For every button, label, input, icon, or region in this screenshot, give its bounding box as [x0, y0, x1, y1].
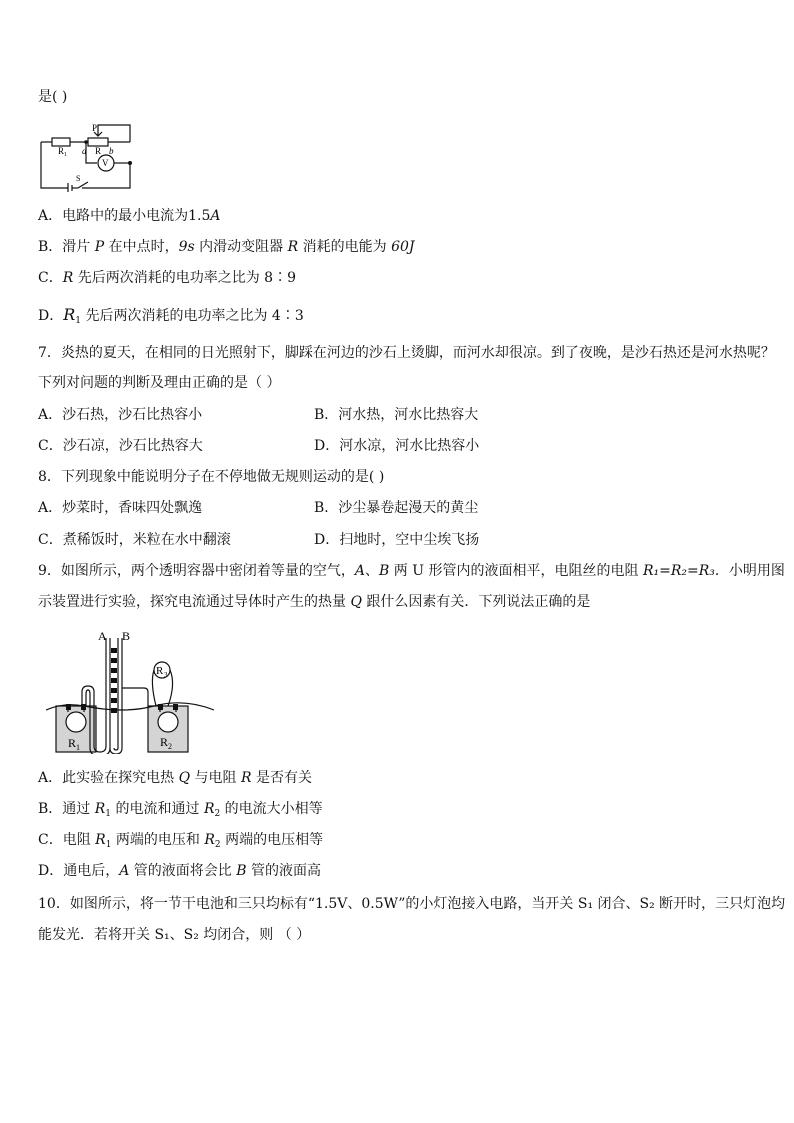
- q9-label-r2: R: [160, 735, 169, 749]
- q7-option-b: B．河水热，河水比热容大: [314, 407, 479, 423]
- q9-label-a: A: [98, 629, 107, 643]
- q9-label-b: B: [122, 629, 131, 643]
- q9-experiment-diagram: [44, 628, 216, 754]
- q9-label-r3: R: [156, 665, 164, 677]
- q6-stem-tail: 是( ): [38, 89, 68, 105]
- q9-option-a: A．此实验在探究电热 Q 与电阻 R 是否有关: [38, 770, 312, 786]
- q7-option-c: C．沙石凉，沙石比热容大: [38, 438, 203, 454]
- q10-stem-line2: 能发光．若将开关 S₁、S₂ 均闭合，则 （ ）: [38, 927, 311, 943]
- q9-label-r3-sub: 3: [164, 671, 168, 679]
- q10-stem-line1: 10．如图所示，将一节干电池和三只均标有“1.5V、0.5W”的小灯泡接入电路，当开关 S₁ 闭合、S₂ 断开时，三只灯泡均: [38, 896, 786, 912]
- q6-label-r1-sub: 1: [64, 152, 67, 158]
- q6-option-a: A．电路中的最小电流为1.5A: [38, 208, 221, 224]
- q6-label-a: a: [82, 146, 87, 156]
- q6-label-b: b: [109, 146, 114, 156]
- q9-option-c: C．电阻 $R_1$ 两端的电压和 $R_2$ 两端的电压相等: [38, 832, 324, 850]
- q8-option-b: B．沙尘暴卷起漫天的黄尘: [314, 500, 479, 516]
- q6-label-r1: R: [58, 146, 65, 156]
- q9-label-r2-sub: 2: [168, 742, 172, 751]
- q9-stem-line1: 9．如图所示，两个透明容器中密闭着等量的空气，A、B 两 U 形管内的液面相平，电阻丝的电阻 R₁=R₂=R₃．小明用图: [38, 563, 785, 579]
- q9-option-d: D．通电后，A 管的液面将会比 B 管的液面高: [38, 863, 322, 879]
- q9-label-r1: R: [68, 736, 77, 750]
- q6-option-b: B．滑片 P 在中点时，9s 内滑动变阻器 R 消耗的电能为 60J: [38, 239, 415, 255]
- q9-option-b: B．通过 $R_1$ 的电流和通过 $R_2$ 的电流大小相等: [38, 801, 323, 819]
- q6-label-r: R: [95, 146, 102, 156]
- q6-label-s: S: [76, 174, 81, 183]
- q8-option-c: C．煮稀饭时，米粒在水中翻滚: [38, 532, 231, 548]
- q6-option-c: C．R 先后两次消耗的电功率之比为 8∶9: [38, 270, 296, 286]
- q6-label-v: V: [102, 158, 109, 168]
- q7-option-d: D．河水凉，河水比热容小: [314, 438, 480, 454]
- q7-option-a: A．沙石热，沙石比热容小: [38, 407, 203, 423]
- q6-circuit-diagram: [38, 122, 138, 192]
- q8-stem: 8．下列现象中能说明分子在不停地做无规则运动的是( ): [38, 469, 385, 485]
- q8-option-d: D．扫地时，空中尘埃飞扬: [314, 532, 480, 548]
- q6-label-p: P: [92, 123, 98, 133]
- q6-option-d: D．$R_1$ 先后两次消耗的电功率之比为 4∶3: [38, 305, 304, 326]
- q7-stem-line1: 7．炎热的夏天，在相同的日光照射下，脚踩在河边的沙石上烫脚，而河水却很凉。到了夜晚，是沙石热还是河水热呢？: [38, 345, 775, 361]
- q8-option-a: A．炒菜时，香味四处飘逸: [38, 500, 203, 516]
- q7-stem-line2: 下列对问题的判断及理由正确的是（ ）: [38, 375, 281, 391]
- q9-stem-line2: 示装置进行实验，探究电流通过导体时产生的热量 Q 跟什么因素有关．下列说法正确的是: [38, 594, 591, 610]
- q9-label-r1-sub: 1: [76, 743, 80, 752]
